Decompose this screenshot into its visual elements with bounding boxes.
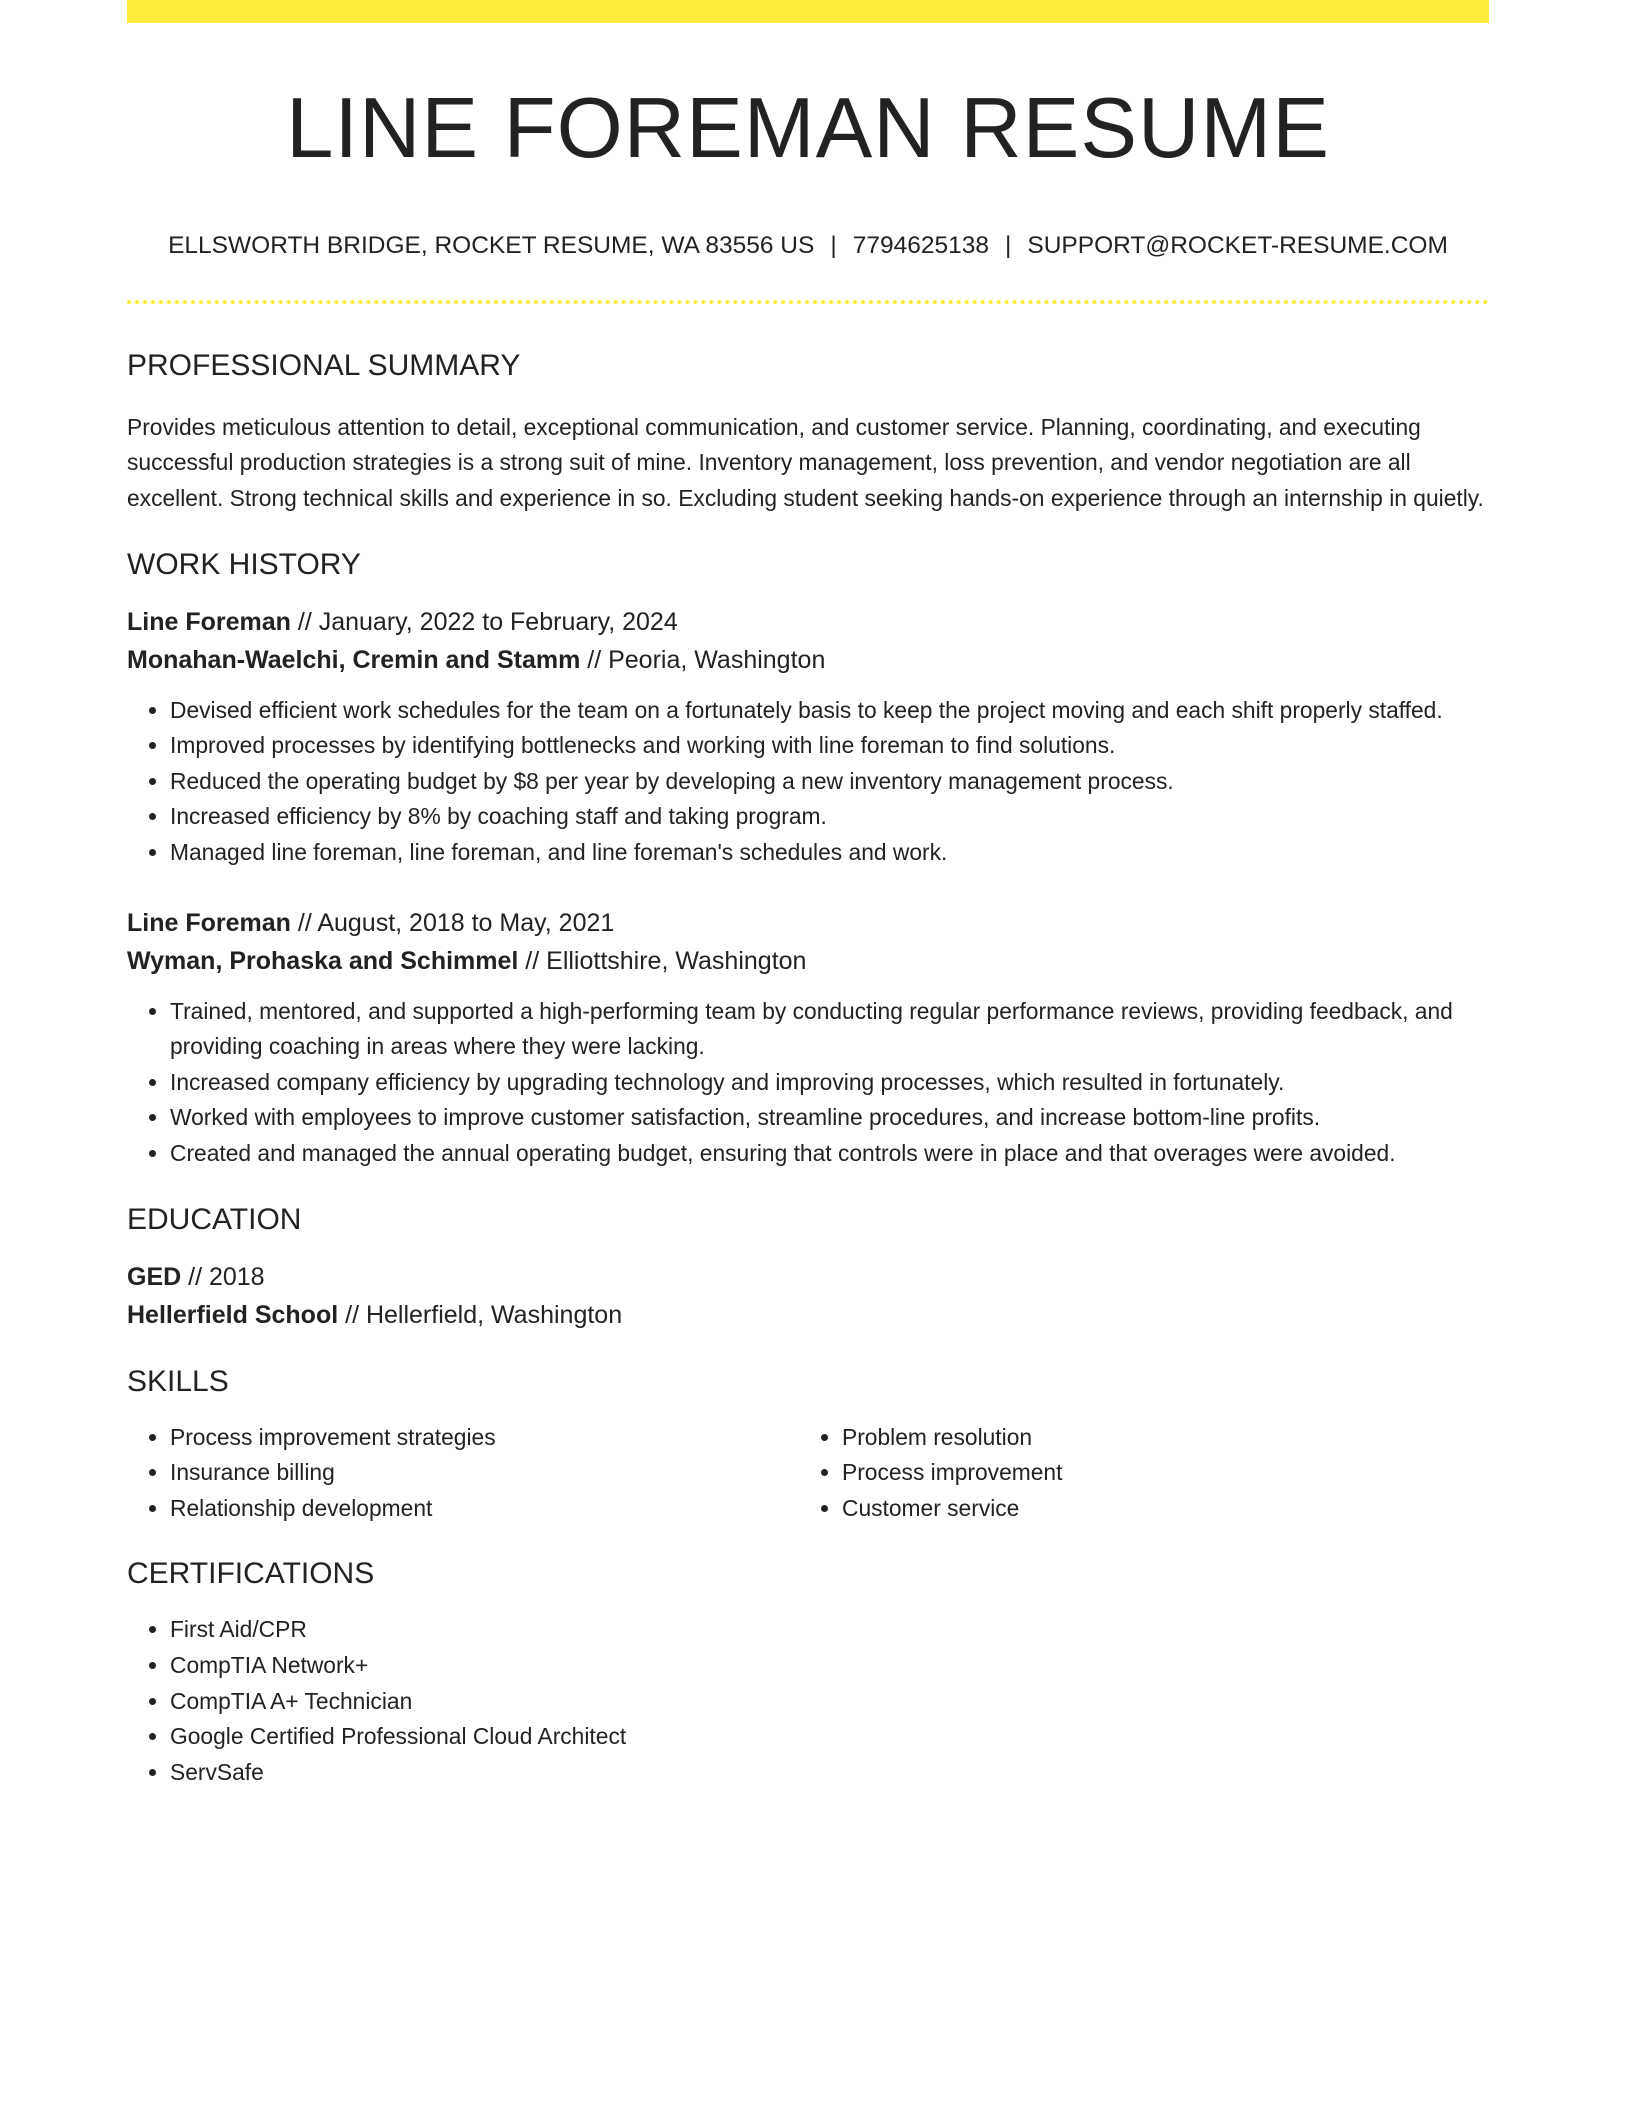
contact-email: SUPPORT@ROCKET-RESUME.COM: [1027, 231, 1448, 259]
job-role: Line Foreman: [127, 908, 291, 937]
job-entry: [127, 904, 1489, 1172]
job-entry: [127, 603, 1489, 871]
job-dates: // January, 2022 to February, 2024: [290, 607, 678, 636]
skills-list-right: [799, 1420, 1471, 1527]
job-location: // Peoria, Washington: [580, 645, 826, 674]
job-dates: // August, 2018 to May, 2021: [290, 908, 615, 937]
job-title-line: [127, 603, 1489, 641]
list-item: • Created and managed the annual operating budget, ensuring that controls were in place and that overages were avoided.: [170, 1136, 1489, 1172]
contact-address: ELLSWORTH BRIDGE, ROCKET RESUME, WA 83556 US: [168, 231, 815, 259]
skills-grid: [127, 1420, 1489, 1527]
education-degree: GED: [127, 1262, 182, 1291]
job-bullets: [127, 693, 1489, 871]
list-item: • Managed line foreman, line foreman, and line foreman's schedules and work.: [170, 835, 1489, 871]
list-item: • Worked with employees to improve customer satisfaction, streamline procedures, and increase bottom-line profits.: [170, 1100, 1489, 1136]
job-role: Line Foreman: [127, 607, 291, 636]
skills-list-left: [127, 1420, 799, 1527]
education-school-line: [127, 1296, 1489, 1334]
list-item: • Problem resolution: [842, 1420, 1471, 1456]
certifications-list: [127, 1612, 1489, 1790]
job-location: // Elliottshire, Washington: [518, 946, 807, 975]
list-item: • Google Certified Professional Cloud Architect: [170, 1719, 1489, 1755]
summary-heading: PROFESSIONAL SUMMARY: [127, 348, 521, 382]
education-heading: EDUCATION: [127, 1202, 302, 1236]
list-item: • First Aid/CPR: [170, 1612, 1489, 1648]
contact-line: [127, 231, 1489, 260]
dotted-divider: [127, 300, 1489, 304]
resume-title: LINE FOREMAN RESUME: [286, 81, 1330, 176]
summary-text: Provides meticulous attention to detail, exceptional communication, and customer service. Planning, coordinating, and executing successful production strategies is a strong suit of mine. Inventory management, loss prevention, and vendor negotiation are all excellent. Strong technical skills and experience in so. Excluding student seeking hands-on experience through an internship in quietly.: [127, 413, 1484, 512]
job-company-line: [127, 641, 1489, 679]
list-item: • CompTIA A+ Technician: [170, 1684, 1489, 1720]
certifications-heading: CERTIFICATIONS: [127, 1557, 375, 1591]
list-item: • Customer service: [842, 1491, 1471, 1527]
top-accent-bar: [127, 0, 1489, 23]
list-item: • Relationship development: [170, 1491, 799, 1527]
job-company: Monahan-Waelchi, Cremin and Stamm: [127, 645, 581, 674]
list-item: • ServSafe: [170, 1755, 1489, 1791]
list-item: • Insurance billing: [170, 1455, 799, 1491]
education-degree-line: [127, 1258, 1489, 1296]
list-item: • Reduced the operating budget by $8 per year by developing a new inventory management process.: [170, 764, 1489, 800]
list-item: • Devised efficient work schedules for the team on a fortunately basis to keep the project moving and each shift properly staffed.: [170, 693, 1489, 729]
skills-heading: SKILLS: [127, 1364, 229, 1398]
contact-phone: 7794625138: [852, 231, 989, 259]
work-history-heading: WORK HISTORY: [127, 547, 361, 581]
job-bullets: [127, 994, 1489, 1172]
list-item: • Improved processes by identifying bottlenecks and working with line foreman to find solutions.: [170, 728, 1489, 764]
list-item: • Process improvement: [842, 1455, 1471, 1491]
education-location: // Hellerfield, Washington: [338, 1300, 623, 1329]
list-item: • CompTIA Network+: [170, 1648, 1489, 1684]
list-item: • Increased company efficiency by upgrading technology and improving processes, which resulted in fortunately.: [170, 1065, 1489, 1101]
list-item: • Trained, mentored, and supported a high-performing team by conducting regular performance reviews, providing feedback, and providing coaching in areas where they were lacking.: [170, 994, 1489, 1065]
list-item: • Process improvement strategies: [170, 1420, 799, 1456]
list-item: • Increased efficiency by 8% by coaching staff and taking program.: [170, 799, 1489, 835]
contact-separator: |: [1004, 231, 1012, 259]
resume-page: [127, 0, 1489, 1790]
education-year: // 2018: [181, 1262, 265, 1291]
job-company: Wyman, Prohaska and Schimmel: [127, 946, 519, 975]
job-company-line: [127, 942, 1489, 980]
job-title-line: [127, 904, 1489, 942]
education-school: Hellerfield School: [127, 1300, 339, 1329]
contact-separator: |: [830, 231, 837, 259]
